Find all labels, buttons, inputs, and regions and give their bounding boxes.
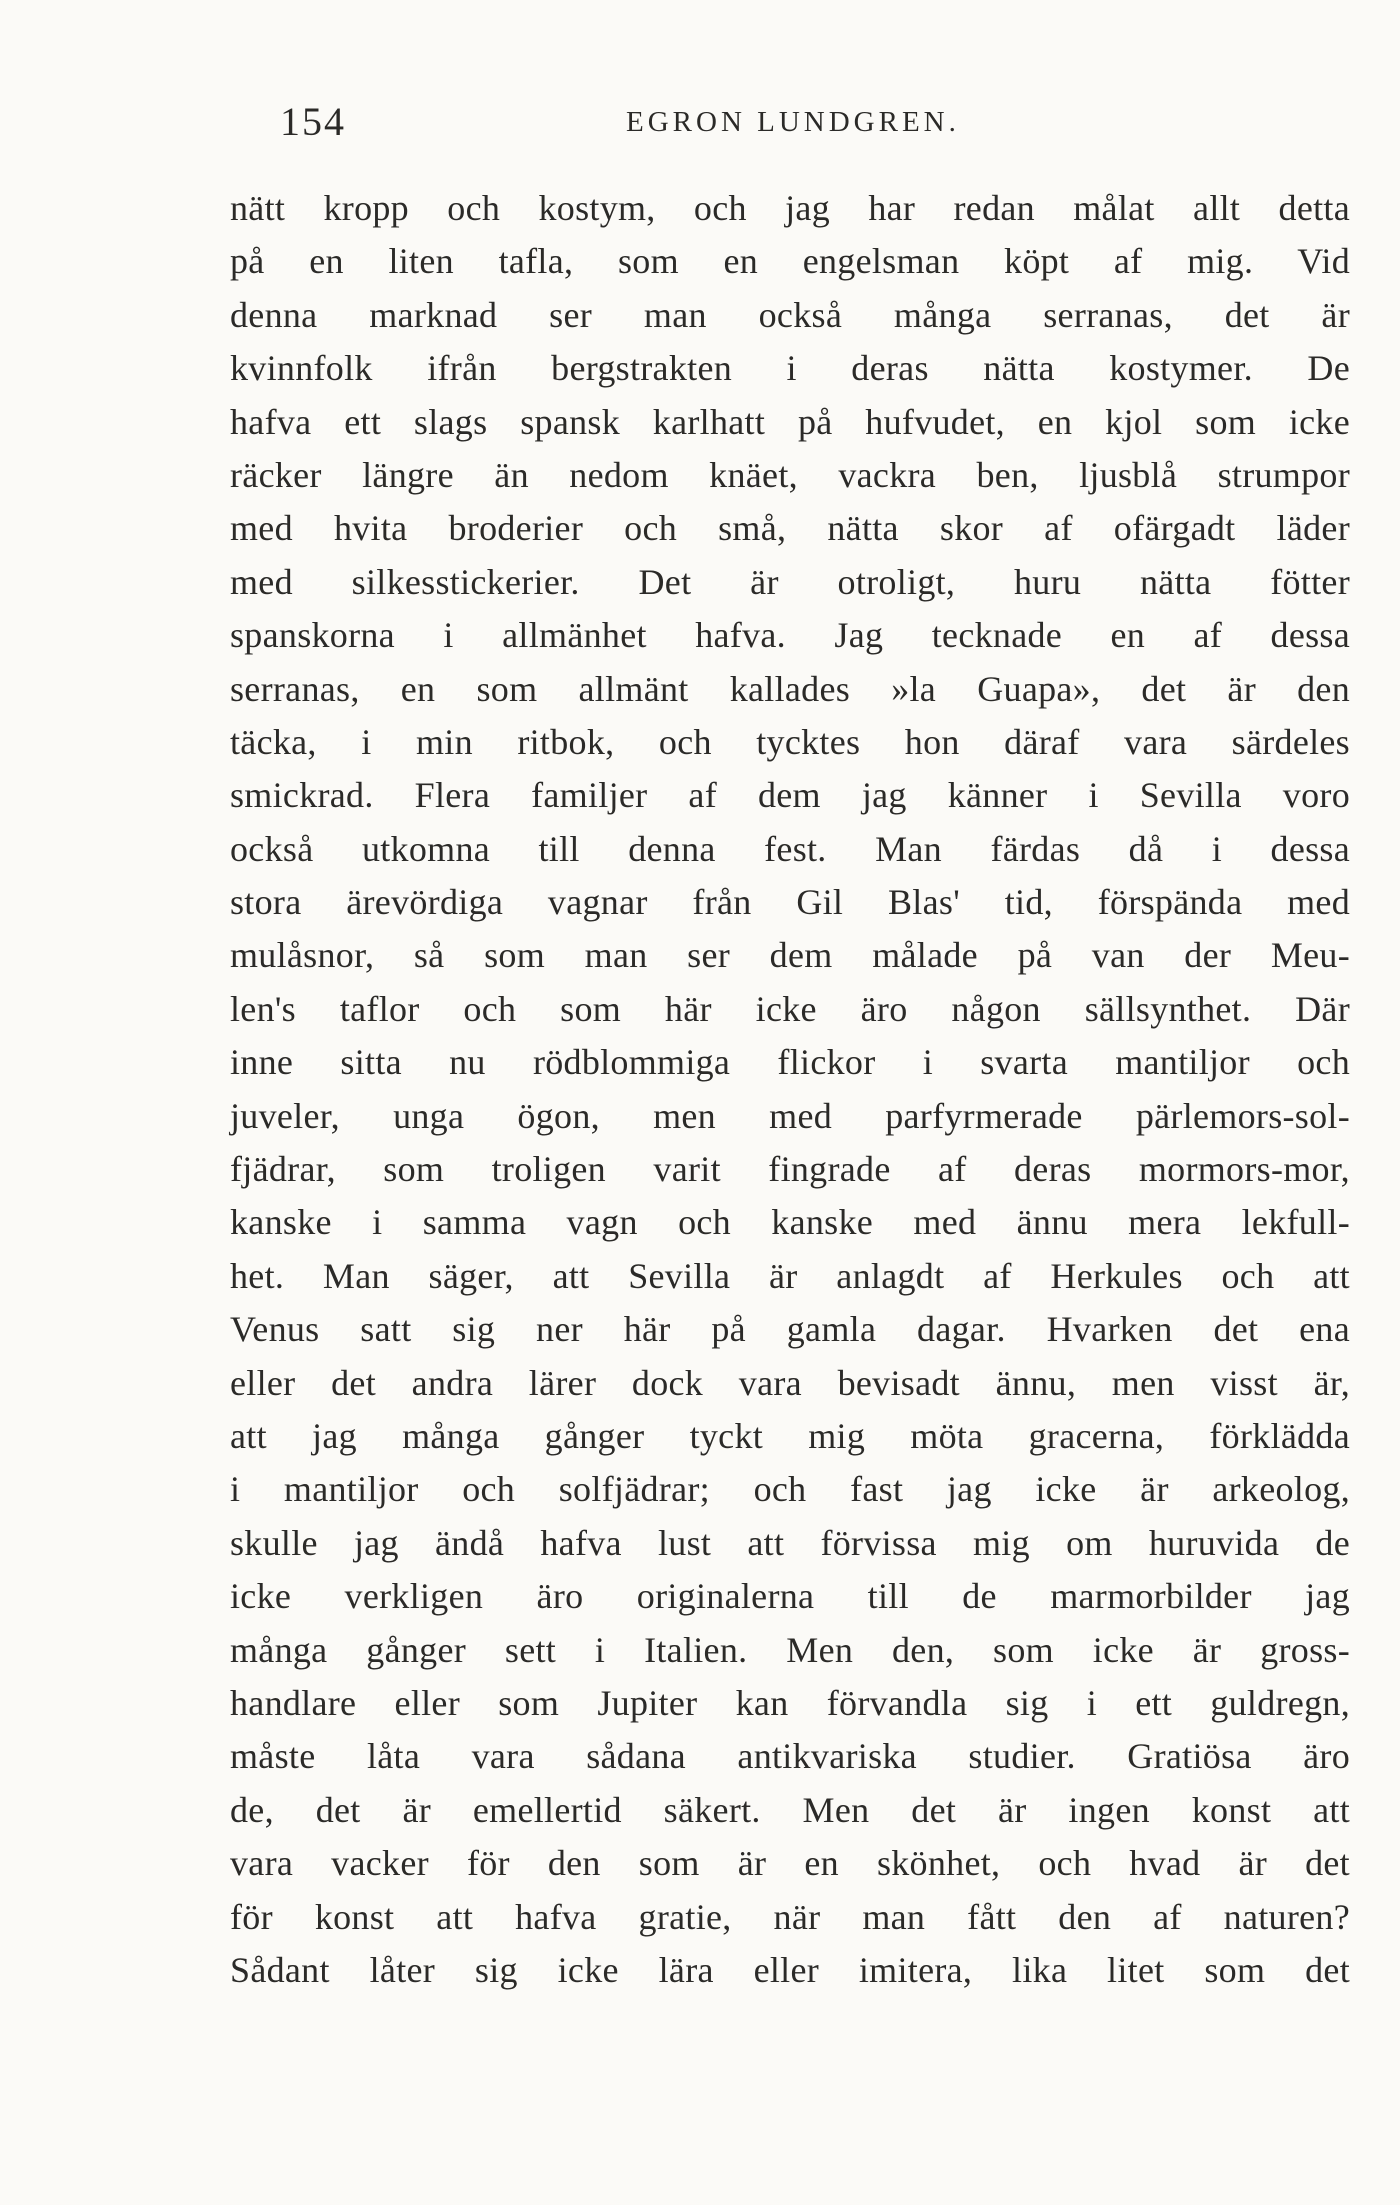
running-title: EGRON LUNDGREN. [626,106,960,138]
text-line: len's taflor och som här icke äro någon sällsynthet. Där [230,988,1350,1029]
text-line: handlare eller som Jupiter kan förvandla sig i ett guldregn, [230,1682,1350,1723]
text-line: också utkomna till denna fest. Man färdas då i dessa [230,828,1350,869]
text-line: het. Man säger, att Sevilla är anlagdt af Herkules och att [230,1255,1350,1296]
text-line: många gånger sett i Italien. Men den, som icke är gross- [230,1629,1350,1670]
text-line: eller det andra lärer dock vara bevisadt ännu, men visst är, [230,1362,1350,1403]
text-line: icke verkligen äro originalerna till de marmorbilder jag [230,1576,1350,1617]
text-line: serranas, en som allmänt kallades »la Guapa», det är den [230,668,1350,709]
text-line: Venus satt sig ner här på gamla dagar. Hvarken det ena [230,1309,1350,1350]
text-line: att jag många gånger tyckt mig möta gracerna, förklädda [230,1415,1350,1456]
text-line: mulåsnor, så som man ser dem målade på van der Meu- [230,935,1350,976]
text-line: med silkesstickerier. Det är otroligt, huru nätta fötter [230,561,1350,602]
text-line: de, det är emellertid säkert. Men det är ingen konst att [230,1789,1350,1830]
page-number: 154 [280,99,346,144]
text-line: täcka, i min ritbok, och tycktes hon däraf vara särdeles [230,721,1350,762]
running-head [230,98,1350,158]
text-line: stora ärevördiga vagnar från Gil Blas' tid, förspända med [230,882,1350,923]
text-line: på en liten tafla, som en engelsman köpt af mig. Vid [230,241,1350,282]
text-line: juveler, unga ögon, men med parfyrmerade pärlemors-sol- [230,1095,1350,1136]
text-line: räcker längre än nedom knäet, vackra ben, ljusblå strumpor [230,454,1350,495]
text-line: i mantiljor och solfjädrar; och fast jag icke är arkeolog, [230,1469,1350,1510]
text-line: inne sitta nu rödblommiga flickor i svarta mantiljor och [230,1042,1350,1083]
text-line: med hvita broderier och små, nätta skor af ofärgadt läder [230,508,1350,549]
text-line: spanskorna i allmänhet hafva. Jag tecknade en af dessa [230,615,1350,656]
text-line: skulle jag ändå hafva lust att förvissa mig om huruvida de [230,1522,1350,1563]
text-line: Sådant låter sig icke lära eller imitera, lika litet som det [230,1949,1350,1990]
text-line: hafva ett slags spansk karlhatt på hufvudet, en kjol som icke [230,401,1350,442]
text-line: kvinnfolk ifrån bergstrakten i deras nätta kostymer. De [230,348,1350,389]
text-line: vara vacker för den som är en skönhet, och hvad är det [230,1843,1350,1884]
text-line: nätt kropp och kostym, och jag har redan målat allt detta [230,188,1350,228]
text-line: för konst att hafva gratie, när man fått den af naturen? [230,1896,1350,1937]
text-line: måste låta vara sådana antikvariska studier. Gratiösa äro [230,1736,1350,1777]
body-text [230,182,1350,1997]
text-line: kanske i samma vagn och kanske med ännu mera lekfull- [230,1202,1350,1243]
text-line: smickrad. Flera familjer af dem jag känner i Sevilla voro [230,775,1350,816]
text-line: denna marknad ser man också många serranas, det är [230,294,1350,335]
text-line: fjädrar, som troligen varit fingrade af deras mormors-mor, [230,1149,1350,1190]
